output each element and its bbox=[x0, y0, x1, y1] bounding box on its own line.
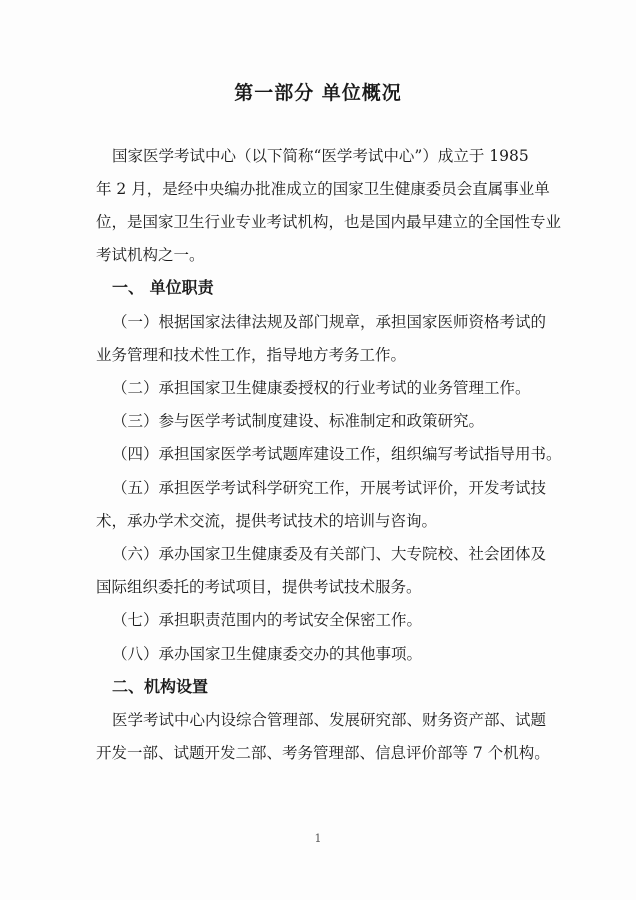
section-heading-responsibilities: 一、 单位职责 bbox=[112, 278, 214, 297]
responsibility-item: 国际组织委托的考试项目，提供考试技术服务。 bbox=[96, 578, 422, 596]
intro-line: 考试机构之一。 bbox=[96, 246, 205, 264]
intro-line: 年 2 月，是经中央编办批准成立的国家卫生健康委员会直属事业单 bbox=[96, 180, 550, 198]
organization-line: 开发一部、试题开发二部、考务管理部、信息评价部等 7 个机构。 bbox=[96, 744, 550, 762]
responsibility-item: （七）承担职责范围内的考试安全保密工作。 bbox=[112, 611, 423, 629]
responsibility-item: 术，承办学术交流，提供考试技术的培训与咨询。 bbox=[96, 512, 438, 530]
intro-line: 位，是国家卫生行业专业考试机构，也是国内最早建立的全国性专业 bbox=[96, 213, 562, 231]
organization-line: 医学考试中心内设综合管理部、发展研究部、财务资产部、试题 bbox=[112, 711, 547, 729]
responsibility-item: （四）承担国家医学考试题库建设工作，组织编写考试指导用书。 bbox=[112, 445, 562, 463]
responsibility-item: （八）承办国家卫生健康委交办的其他事项。 bbox=[112, 645, 423, 663]
responsibility-item: 业务管理和技术性工作，指导地方考务工作。 bbox=[96, 346, 407, 364]
responsibility-item: （二）承担国家卫生健康委授权的行业考试的业务管理工作。 bbox=[112, 379, 531, 397]
page-title: 第一部分 单位概况 bbox=[234, 82, 402, 104]
page-number: 1 bbox=[314, 832, 322, 845]
section-heading-organization: 二、机构设置 bbox=[112, 677, 209, 696]
responsibility-item: （一）根据国家法律法规及部门规章，承担国家医师资格考试的 bbox=[112, 313, 547, 331]
intro-line: 国家医学考试中心（以下简称“医学考试中心”）成立于 1985 bbox=[112, 147, 529, 165]
responsibility-item: （六）承办国家卫生健康委及有关部门、大专院校、社会团体及 bbox=[112, 545, 547, 563]
responsibility-item: （五）承担医学考试科学研究工作，开展考试评价，开发考试技 bbox=[112, 479, 547, 497]
responsibility-item: （三）参与医学考试制度建设、标准制定和政策研究。 bbox=[112, 412, 485, 430]
